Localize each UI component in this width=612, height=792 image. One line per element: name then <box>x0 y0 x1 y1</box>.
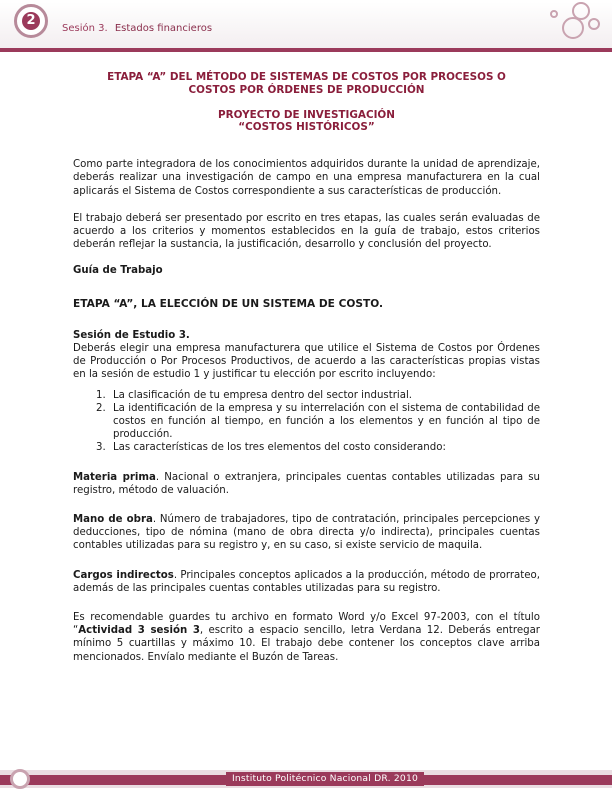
cargos-indirectos-label: Cargos indirectos <box>73 569 174 581</box>
session-number: 2 <box>22 12 40 30</box>
decorative-circle-icon <box>588 18 600 30</box>
final-text-before: Es recomendable guardes tu archivo en formato Word y/o Excel 97-2003, con el título “ <box>73 612 540 637</box>
stage-heading-line1: ETAPA “A” DEL MÉTODO DE SISTEMAS DE COSTOS POR PROCESOS O <box>107 71 506 83</box>
footer-institution: Instituto Politécnico Nacional DR. 2010 <box>226 772 424 786</box>
project-heading-line1: PROYECTO DE INVESTIGACIÓN <box>218 108 395 121</box>
project-heading <box>73 109 540 135</box>
mano-obra-paragraph <box>73 513 540 553</box>
stage-heading-line2: COSTOS POR ÓRDENES DE PRODUCCIÓN <box>188 83 425 96</box>
materia-prima-paragraph <box>73 471 540 497</box>
footer-logo-icon <box>10 769 30 789</box>
page-footer <box>0 766 612 792</box>
page-header <box>0 0 612 50</box>
materia-prima-label: Materia prima <box>73 471 156 483</box>
work-paragraph: El trabajo deberá ser presentado por escrito en tres etapas, las cuales serán evaluadas de acuerdo a los criterios y momentos establecidos en la guía de trabajo, estos criterios deberán reflejar la sustancia, la justificación, desarrollo y conclusión del proyecto. <box>73 212 540 251</box>
stage-a-title: ETAPA “A”, LA ELECCIÓN DE UN SISTEMA DE COSTO. <box>73 297 384 310</box>
study-session-text: Deberás elegir una empresa manufacturera que utilice el Sistema de Costos por Órdenes de Producción o Por Procesos Productivos, de acuerdo a las características propias vistas en la sesión de estudio 1 y justificar tu elección por escrito incluyendo: <box>73 343 540 381</box>
session-title: Estados financieros <box>114 23 213 34</box>
cargos-indirectos-text: . Principales conceptos aplicados a la producción, método de prorrateo, además de las principales cuentas contables utilizadas para su registro. <box>73 569 540 594</box>
mano-obra-text: . Número de trabajadores, tipo de contratación, principales percepciones y deducciones, tipo de nómina (mano de obra directa y/o indirecta), principales cuentas contables utilizadas para su registro y, en su caso, si existe servicio de maquila. <box>73 514 541 552</box>
decorative-circle-icon <box>550 10 558 18</box>
activity-title: Actividad 3 sesión 3 <box>78 625 200 637</box>
session-heading <box>62 23 212 34</box>
list-item: 3. Las características de los tres elementos del costo considerando: <box>109 441 540 454</box>
decorative-circle-icon <box>562 17 584 39</box>
list-item: 1. La clasificación de tu empresa dentro del sector industrial. <box>109 389 540 402</box>
stage-heading <box>73 71 540 97</box>
materia-prima-text: . Nacional o extranjera, principales cuentas contables utilizadas para su registro, método de valuación. <box>73 471 540 496</box>
requirements-list <box>73 389 540 455</box>
header-rule <box>0 48 612 52</box>
session-logo <box>14 4 48 38</box>
project-heading-line2: “COSTOS HISTÓRICOS” <box>238 121 375 134</box>
intro-paragraph: Como parte integradora de los conocimientos adquiridos durante la unidad de aprendizaje, deberás realizar una investigación de campo en una empresa manufacturera en la cual aplicarás el Sistema de Costos correspondiente a sus características de producción. <box>73 159 540 197</box>
study-session-title: Sesión de Estudio 3. <box>73 329 190 341</box>
guide-title: Guía de Trabajo <box>73 265 163 277</box>
document-body <box>73 71 540 664</box>
session-label: Sesión 3. <box>62 23 108 34</box>
cargos-indirectos-paragraph <box>73 569 540 595</box>
mano-obra-label: Mano de obra <box>73 514 153 526</box>
final-instructions <box>73 611 540 664</box>
list-item: 2. La identificación de la empresa y su interrelación con el sistema de contabilidad de costos en función al tiempo, en función a los elementos y en función al tipo de producción. <box>109 402 540 442</box>
final-text-after: , escrito a espacio sencillo, letra Verdana 12. Deberás entregar mínimo 5 cuartillas y máximo 10. El trabajo debe contener los conceptos clave arriba mencionados. Envíalo mediante el Buzón de Tareas. <box>73 625 540 663</box>
